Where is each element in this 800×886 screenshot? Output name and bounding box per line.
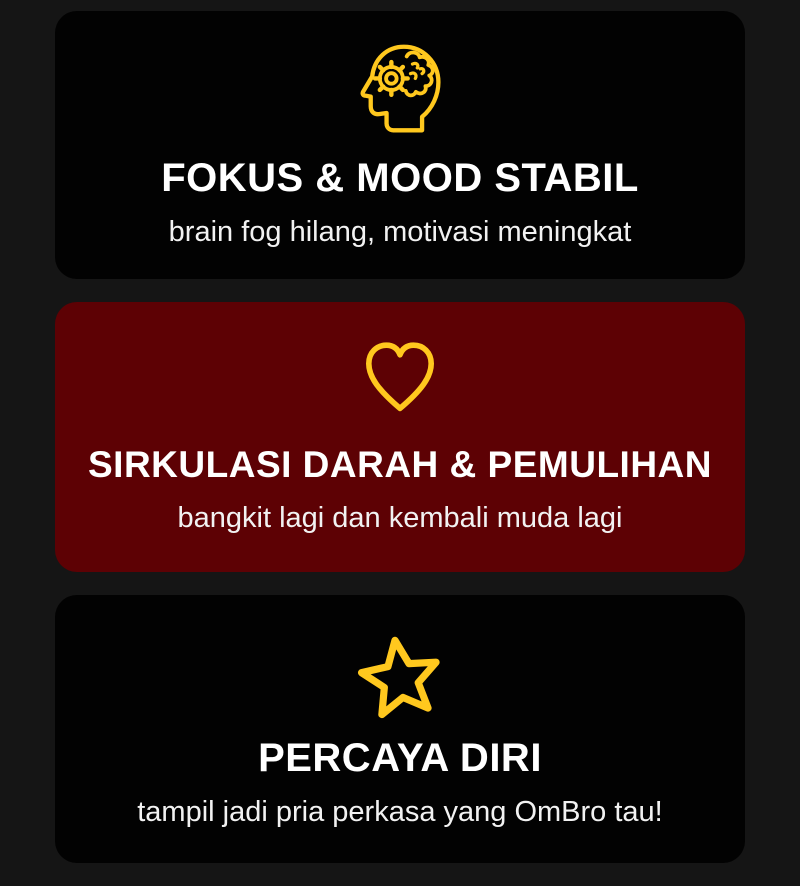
card-title: SIRKULASI DARAH & PEMULIHAN	[88, 444, 712, 486]
benefit-cards	[55, 11, 745, 863]
card-title: FOKUS & MOOD STABIL	[161, 155, 639, 200]
brain-gear-head-icon	[352, 41, 448, 137]
star-icon	[355, 629, 445, 723]
card-title: PERCAYA DIRI	[258, 735, 542, 780]
heart-icon	[360, 338, 440, 418]
card-subtitle: bangkit lagi dan kembali muda lagi	[177, 501, 623, 534]
card-subtitle: brain fog hilang, motivasi meningkat	[168, 215, 632, 248]
benefit-card-circulation	[55, 302, 745, 572]
benefit-card-focus	[55, 11, 745, 279]
benefit-card-confidence	[55, 595, 745, 863]
card-subtitle: tampil jadi pria perkasa yang OmBro tau!	[137, 795, 663, 828]
